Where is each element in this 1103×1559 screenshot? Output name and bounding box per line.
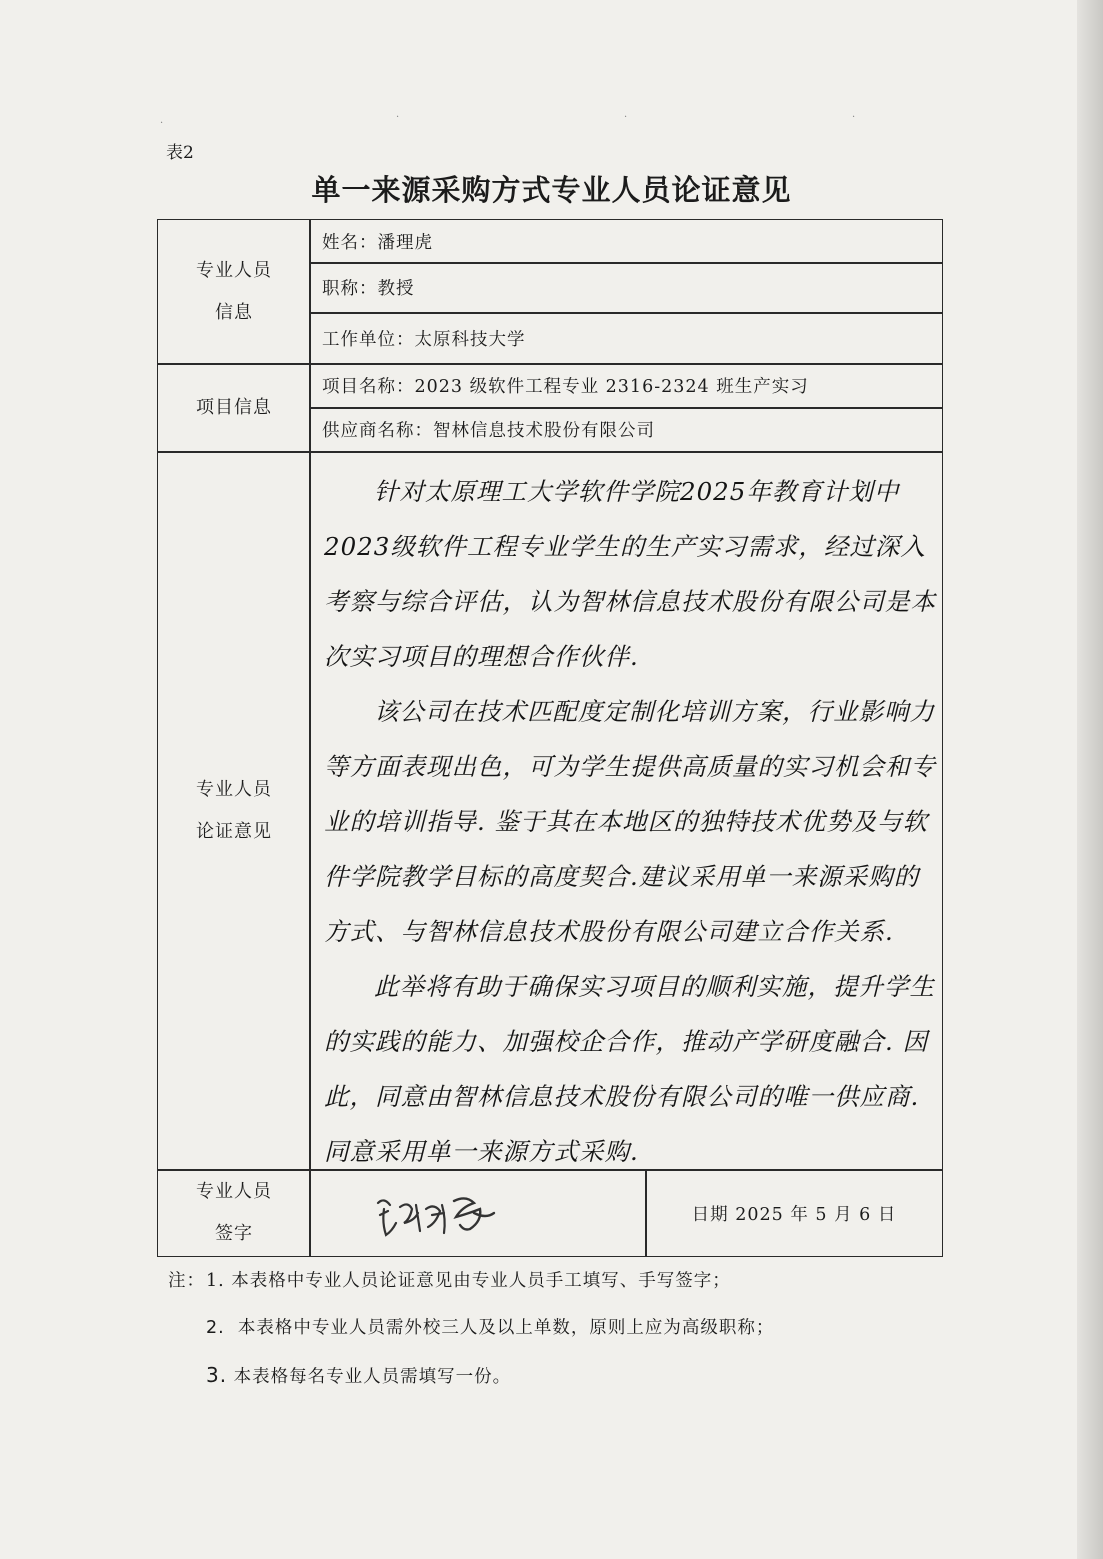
expert-employer-key: 工作单位： [322,329,415,350]
expert-title-row [310,263,942,312]
expert-employer-value: 太原科技大学 [414,329,526,350]
handwritten-opinion [310,452,942,1170]
table-number-label: 表2 [166,143,194,163]
note-text: 1. 本表格中专业人员论证意见由专业人员手工填写、手写签字； [206,1271,731,1291]
note-item [168,1362,928,1409]
signature-label-line2: 签字 [215,1223,253,1244]
page-title: 单一来源采购方式专业人员论证意见 [311,173,792,207]
project-name-value: 2023 级软件工程专业 2316-2324 班生产实习 [414,377,809,397]
note-text: 本表格中专业人员需外校三人及以上单数，原则上应为高级职称； [237,1318,775,1338]
signature-label-line1: 专业人员 [196,1181,272,1202]
note-text: 本表格每名专业人员需填写一份。 [233,1367,512,1387]
opinion-paragraph: 此举将有助于确保实习项目的顺利实施，提升学生的实践的能力、加强校企合作，推动产学研度融合. 因此，同意由智林信息技术股份有限公司的唯一供应商. 同意采用单一来源方式采购. [324,972,935,1166]
signature-label [158,1170,310,1256]
expert-info-label-line2: 信息 [215,301,253,323]
expert-name-key: 姓名： [322,232,378,253]
opinion-label-line2: 论证意见 [196,820,272,842]
opinion-label-line1: 专业人员 [196,778,272,800]
scan-edge [1077,0,1103,1559]
opinion-paragraph: 针对太原理工大学软件学院2025年教育计划中2023级软件工程专业学生的生产实习需求，经过深入考察与综合评估，认为智林信息技术股份有限公司是本次实习项目的理想合作伙伴. [324,477,936,671]
scan-speck: · [160,118,164,129]
project-name-row [310,364,942,407]
expert-name-value: 潘理虎 [377,232,433,253]
signature-cell [310,1170,646,1256]
expert-info-label-line1: 专业人员 [196,259,272,281]
expert-title-value: 教授 [377,279,415,299]
expert-employer-row [310,313,942,363]
notes-prefix: 注： [168,1271,205,1291]
notes-section [168,1268,928,1409]
project-info-label [158,364,310,451]
project-name-key: 项目名称： [322,377,415,397]
scan-speck: · [396,112,400,123]
scan-speck: · [624,112,628,123]
project-info-label-text: 项目信息 [196,396,272,418]
note-item [168,1268,928,1315]
expert-name-row [310,220,942,262]
supplier-name-key: 供应商名称： [322,421,433,441]
scan-speck: · [852,112,856,123]
signature-date: 日期 2025 年 5 月 6 日 [691,1204,897,1225]
opinion-form-table [157,219,943,1257]
handwritten-signature [370,1183,510,1243]
supplier-name-value: 智林信息技术股份有限公司 [433,421,655,441]
supplier-name-row [310,408,942,451]
opinion-paragraph: 该公司在技术匹配度定制化培训方案，行业影响力等方面表现出色，可为学生提供高质量的实习机会和专业的培训指导. 鉴于其在本地区的独特技术优势及与软件学院教学目标的高度契合.建议采用单一来源采购的方式、与智林信息技术股份有限公司建立合作关系. [324,697,936,946]
opinion-label [158,452,310,1169]
expert-title-key: 职称： [322,279,378,299]
note-number: 2. [206,1318,225,1338]
note-number: 3. [206,1363,228,1387]
note-item [168,1315,928,1362]
expert-info-label [158,220,310,363]
